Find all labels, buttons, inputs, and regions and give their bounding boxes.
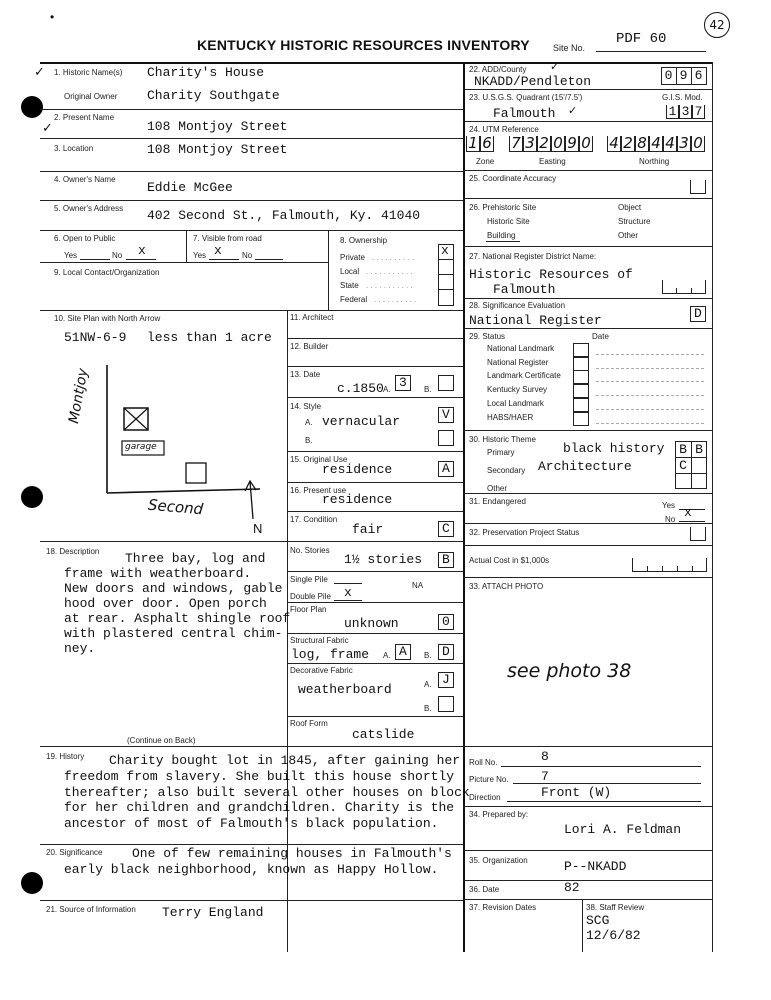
gis-digit: 7 bbox=[694, 104, 703, 119]
theme-code: B bbox=[695, 442, 703, 457]
visible-no[interactable]: No bbox=[242, 251, 253, 260]
county-code-digit: 9 bbox=[679, 68, 688, 83]
photo-note: see photo 38 bbox=[507, 660, 632, 682]
punch-hole bbox=[21, 96, 43, 118]
description-line: New doors and windows, gable bbox=[64, 581, 283, 596]
source-label: 21. Source of Information bbox=[46, 905, 136, 914]
original-owner-label: Original Owner bbox=[64, 92, 118, 101]
present-use-label: 16. Present use bbox=[290, 486, 347, 495]
col-divider bbox=[582, 899, 583, 952]
blank-line bbox=[679, 521, 705, 522]
preservation-status-label: 32. Preservation Project Status bbox=[469, 528, 580, 537]
site-no-value: PDF 60 bbox=[616, 31, 667, 47]
row-divider bbox=[40, 109, 463, 110]
stories-value[interactable]: 1½ stories bbox=[344, 552, 423, 567]
staff-review-label: 38. Staff Review bbox=[586, 903, 645, 912]
history-line: for her children and grandchildren. Charity is the bbox=[64, 800, 455, 815]
status-option: HABS/HAER bbox=[487, 412, 534, 422]
endangered-no[interactable]: No bbox=[665, 515, 676, 524]
owner-address-value[interactable]: 402 Second St., Falmouth, Ky. 41040 bbox=[147, 208, 421, 223]
add-county-value[interactable]: NKADD/Pendleton bbox=[474, 74, 592, 89]
decorative-fabric-label: Decorative Fabric bbox=[290, 666, 353, 675]
ownership-label: 8. Ownership bbox=[340, 236, 388, 245]
date-b: B. bbox=[424, 385, 432, 394]
status-date-line bbox=[596, 381, 704, 382]
roll-no-value[interactable]: 8 bbox=[541, 749, 549, 764]
row-divider bbox=[40, 900, 463, 901]
theme-code: B bbox=[679, 442, 687, 457]
col-divider bbox=[186, 230, 187, 262]
theme-primary-value[interactable]: black history bbox=[563, 441, 665, 456]
row-divider bbox=[287, 571, 463, 572]
structural-fabric-label: Structural Fabric bbox=[290, 636, 349, 645]
open-to-public-label: 6. Open to Public bbox=[54, 234, 116, 243]
original-use-code: A bbox=[442, 461, 450, 476]
actual-cost-label: Actual Cost in $1,000s bbox=[469, 556, 550, 565]
date-code: 3 bbox=[399, 375, 407, 390]
location-label: 3. Location bbox=[54, 144, 94, 153]
structural-a: A. bbox=[383, 651, 391, 660]
open-to-public-yes[interactable]: Yes bbox=[64, 251, 78, 260]
blank-line bbox=[679, 509, 705, 510]
utm-zone-digit: 1 bbox=[468, 134, 478, 152]
blank-line bbox=[501, 766, 701, 767]
form-top-border bbox=[40, 62, 713, 64]
prehistoric-site-label: 26. Prehistoric Site bbox=[469, 203, 537, 212]
row-divider bbox=[40, 138, 463, 139]
architect-label: 11. Architect bbox=[290, 313, 334, 322]
description-line: with plastered central chim- bbox=[64, 626, 283, 641]
history-line: thereafter; also built several other houses on block bbox=[64, 785, 470, 800]
location-value[interactable]: 108 Montjoy Street bbox=[147, 142, 288, 157]
date-label: 13. Date bbox=[290, 370, 321, 379]
row-divider bbox=[463, 577, 712, 578]
open-to-public-no[interactable]: No bbox=[112, 251, 123, 260]
cell-line bbox=[676, 288, 677, 294]
ownership-private: Private bbox=[340, 253, 365, 262]
picture-no-label: Picture No. bbox=[469, 775, 509, 784]
row-divider bbox=[287, 482, 463, 483]
other-option[interactable]: Other bbox=[618, 231, 639, 240]
utm-easting-digit: 9 bbox=[567, 134, 577, 152]
utm-easting-digit: 3 bbox=[525, 134, 535, 152]
significance-eval-code: D bbox=[694, 306, 702, 321]
status-label: 29. Status bbox=[469, 332, 506, 341]
cell-line bbox=[662, 566, 663, 572]
structural-a-code: A bbox=[399, 644, 407, 659]
floor-plan-value[interactable]: unknown bbox=[344, 616, 399, 631]
date-a: A. bbox=[383, 385, 391, 394]
status-option: Local Landmark bbox=[487, 398, 544, 408]
page-number-circle bbox=[704, 12, 730, 38]
coordinate-accuracy-label: 25. Coordinate Accuracy bbox=[469, 174, 557, 183]
row-divider bbox=[40, 230, 463, 231]
open-to-public-mark: x bbox=[138, 243, 146, 258]
structural-fabric-value[interactable]: log, frame bbox=[291, 647, 370, 662]
blank-line bbox=[334, 583, 362, 584]
utm-northing-label: Northing bbox=[639, 157, 670, 166]
cell-line bbox=[438, 259, 454, 260]
date-value[interactable]: c.1850 bbox=[337, 381, 384, 396]
structural-b: B. bbox=[424, 651, 432, 660]
check-mark: ✓ bbox=[34, 64, 45, 79]
prepared-by-value[interactable]: Lori A. Feldman bbox=[564, 822, 682, 837]
description-line: at rear. Asphalt shingle roof bbox=[64, 611, 291, 626]
status-date-line bbox=[596, 409, 704, 410]
decorative-b-box[interactable] bbox=[438, 696, 454, 712]
status-checkbox[interactable] bbox=[573, 343, 589, 357]
picture-no-value[interactable]: 7 bbox=[541, 769, 549, 784]
decorative-a: A. bbox=[424, 680, 432, 689]
endangered-yes[interactable]: Yes bbox=[662, 501, 676, 510]
status-option: National Landmark bbox=[487, 344, 555, 353]
row-divider bbox=[287, 366, 463, 367]
continue-on-back: (Continue on Back) bbox=[127, 736, 196, 745]
site-plan-street-montjoy: Montjoy bbox=[66, 367, 92, 425]
row-divider bbox=[463, 806, 712, 807]
status-checkbox[interactable] bbox=[573, 357, 589, 371]
row-divider bbox=[40, 541, 463, 542]
utm-northing-digit: 3 bbox=[679, 134, 689, 152]
ownership-state: State bbox=[340, 281, 359, 290]
dot-leader: . . . . . . . . . . . bbox=[366, 281, 413, 290]
row-divider bbox=[40, 171, 463, 172]
add-county-label: 22. ADD/County bbox=[469, 65, 527, 74]
condition-code: C bbox=[442, 521, 450, 536]
usgs-quadrant-label: 23. U.S.G.S. Quadrant (15'/7.5') bbox=[469, 93, 583, 102]
significance-eval-value[interactable]: National Register bbox=[469, 313, 602, 328]
blank-line bbox=[80, 259, 110, 260]
row-divider bbox=[287, 338, 463, 339]
row-divider bbox=[287, 663, 463, 664]
condition-value[interactable]: fair bbox=[352, 522, 384, 537]
historic-theme-label: 30. Historic Theme bbox=[469, 435, 536, 444]
decorative-b: B. bbox=[424, 704, 432, 713]
status-checkbox[interactable] bbox=[573, 398, 589, 412]
corner-mark: • bbox=[50, 10, 55, 24]
utm-reference-label: 24. UTM Reference bbox=[469, 125, 539, 134]
site-plan-street-second: Second bbox=[147, 495, 204, 519]
status-date-line bbox=[596, 354, 704, 355]
blank-line bbox=[126, 259, 156, 260]
roof-form-value[interactable]: catslide bbox=[352, 727, 415, 742]
stories-code: B bbox=[442, 552, 450, 567]
style-b: B. bbox=[305, 436, 313, 445]
stories-label: No. Stories bbox=[290, 546, 330, 555]
significance-eval-label: 28. Significance Evaluation bbox=[469, 301, 566, 310]
date-prepared-label: 36. Date bbox=[469, 885, 500, 894]
decorative-a-code: J bbox=[442, 672, 450, 687]
history-label: 19. History bbox=[46, 752, 85, 761]
col-divider bbox=[328, 230, 329, 310]
endangered-label: 31. Endangered bbox=[469, 497, 526, 506]
row-divider bbox=[287, 511, 463, 512]
row-divider bbox=[287, 716, 463, 717]
ownership-federal: Federal bbox=[340, 295, 368, 304]
local-contact-label: 9. Local Contact/Organization bbox=[54, 268, 160, 277]
cell-line bbox=[438, 274, 454, 275]
present-name-value[interactable]: 108 Montjoy Street bbox=[147, 119, 288, 134]
site-plan-garage: garage bbox=[125, 442, 157, 452]
structural-b-code: D bbox=[442, 644, 450, 659]
date-prepared-value[interactable]: 82 bbox=[564, 880, 580, 895]
row-divider bbox=[40, 844, 463, 845]
attach-photo-label: 33. ATTACH PHOTO bbox=[469, 582, 544, 591]
utm-easting-digit: 7 bbox=[511, 134, 521, 152]
description-line: Three bay, log and bbox=[125, 551, 266, 566]
owner-address-label: 5. Owner's Address bbox=[54, 204, 124, 213]
utm-northing-digit: 0 bbox=[693, 134, 703, 152]
floor-plan-code: 0 bbox=[442, 614, 450, 629]
utm-easting-digit: 0 bbox=[553, 134, 563, 152]
theme-primary-label: Primary bbox=[487, 448, 515, 457]
row-divider bbox=[463, 246, 712, 247]
site-plan-map-ref: 51NW-6-9 bbox=[64, 330, 127, 345]
staff-review-value-2[interactable]: 12/6/82 bbox=[586, 928, 641, 943]
row-divider bbox=[287, 397, 463, 398]
source-value[interactable]: Terry England bbox=[162, 905, 264, 920]
blank-line bbox=[507, 801, 701, 802]
status-checkbox[interactable] bbox=[573, 412, 589, 426]
cell-line bbox=[647, 566, 648, 572]
floor-plan-label: Floor Plan bbox=[290, 605, 327, 614]
row-divider bbox=[463, 493, 712, 494]
gis-digit: 1 bbox=[668, 104, 677, 119]
preservation-status-box[interactable] bbox=[690, 527, 706, 541]
site-no-label: Site No. bbox=[553, 43, 586, 53]
historic-site-option[interactable]: Historic Site bbox=[487, 217, 530, 226]
building-underline bbox=[486, 241, 520, 242]
site-plan-label: 10. Site Plan with North Arrow bbox=[54, 314, 161, 323]
usgs-quadrant-value[interactable]: Falmouth bbox=[493, 106, 556, 121]
dot-leader: . . . . . . . . . . bbox=[374, 295, 417, 304]
row-divider bbox=[463, 850, 712, 851]
historic-name-value[interactable]: Charity's House bbox=[147, 65, 265, 80]
status-option: Kentucky Survey bbox=[487, 385, 548, 395]
blank-line bbox=[255, 259, 283, 260]
dot-leader: . . . . . . . . . . bbox=[372, 253, 415, 262]
actual-cost-box[interactable] bbox=[632, 558, 707, 572]
description-label: 18. Description bbox=[46, 547, 100, 556]
direction-value[interactable]: Front (W) bbox=[541, 785, 612, 800]
site-no-line bbox=[596, 51, 706, 52]
status-date-line bbox=[596, 423, 704, 424]
utm-northing-digit: 4 bbox=[609, 134, 619, 152]
style-b-box[interactable] bbox=[438, 430, 454, 446]
theme-secondary-value[interactable]: Architecture bbox=[538, 459, 632, 474]
status-checkbox[interactable] bbox=[573, 370, 589, 384]
blank-line bbox=[334, 600, 362, 601]
decorative-fabric-value[interactable]: weatherboard bbox=[298, 682, 392, 697]
style-code: V bbox=[442, 407, 450, 422]
punch-hole bbox=[21, 486, 43, 508]
condition-label: 17. Condition bbox=[290, 515, 338, 524]
utm-zone-label: Zone bbox=[476, 157, 495, 166]
description-line: ney. bbox=[64, 641, 96, 656]
row-divider bbox=[463, 89, 712, 90]
blank-line bbox=[209, 259, 239, 260]
row-divider bbox=[287, 451, 463, 452]
row-divider bbox=[463, 430, 712, 431]
status-option: National Register bbox=[487, 357, 549, 367]
significance-line: One of few remaining houses in Falmouth's bbox=[132, 846, 452, 861]
row-divider bbox=[40, 200, 463, 201]
row-divider bbox=[463, 880, 712, 881]
double-pile-label: Double Pile bbox=[290, 592, 331, 601]
gis-digit: 3 bbox=[681, 104, 690, 119]
site-plan-acreage: less than 1 acre bbox=[147, 330, 272, 345]
original-use-value[interactable]: residence bbox=[322, 462, 393, 477]
date-b-box[interactable] bbox=[438, 375, 454, 391]
gis-mod-label: G.I.S. Mod. bbox=[662, 93, 703, 102]
check-mark: ✓ bbox=[42, 120, 53, 135]
historic-name-label: 1. Historic Name(s) bbox=[54, 68, 123, 77]
row-divider bbox=[463, 746, 712, 747]
row-divider bbox=[463, 198, 712, 199]
object-option[interactable]: Object bbox=[618, 203, 642, 212]
nr-district-value-2[interactable]: Falmouth bbox=[493, 282, 556, 297]
utm-zone-digit: 6 bbox=[482, 134, 492, 152]
row-divider bbox=[40, 310, 463, 311]
coordinate-accuracy-box[interactable] bbox=[690, 180, 706, 194]
status-date-label: Date bbox=[592, 332, 609, 341]
direction-label: Direction bbox=[469, 793, 501, 802]
present-use-value[interactable]: residence bbox=[322, 492, 393, 507]
north-arrow-label: N bbox=[253, 521, 263, 536]
utm-northing-digit: 2 bbox=[623, 134, 633, 152]
description-line: frame with weatherboard. bbox=[64, 566, 252, 581]
cell-line bbox=[677, 566, 678, 572]
description-line: hood over door. Open porch bbox=[64, 596, 267, 611]
utm-northing-digit: 8 bbox=[637, 134, 647, 152]
check-mark: ✓ bbox=[568, 105, 578, 117]
building-option[interactable]: Building bbox=[487, 231, 516, 240]
staff-review-value-1[interactable]: SCG bbox=[586, 913, 610, 928]
nr-district-box[interactable] bbox=[662, 280, 706, 294]
original-owner-value[interactable]: Charity Southgate bbox=[147, 88, 280, 103]
theme-other-label: Other bbox=[487, 484, 508, 493]
row-divider bbox=[463, 328, 712, 329]
organization-value[interactable]: P--NKADD bbox=[564, 859, 627, 874]
visible-yes[interactable]: Yes bbox=[193, 251, 207, 260]
cell-line bbox=[692, 566, 693, 572]
owner-name-label: 4. Owner's Name bbox=[54, 175, 116, 184]
organization-label: 35. Organization bbox=[469, 856, 528, 865]
utm-easting-digit: 0 bbox=[581, 134, 591, 152]
history-line: Charity bought lot in 1845, after gaining her bbox=[109, 753, 461, 768]
row-divider bbox=[463, 545, 712, 546]
dot-leader: . . . . . . . . . . . bbox=[366, 267, 413, 276]
county-code-digit: 0 bbox=[664, 68, 673, 83]
significance-line: early black neighborhood, known as Happy Hollow. bbox=[64, 862, 439, 877]
cell-line bbox=[438, 289, 454, 290]
structure-option[interactable]: Structure bbox=[618, 217, 651, 226]
utm-easting-label: Easting bbox=[539, 157, 566, 166]
ownership-local: Local bbox=[340, 267, 360, 276]
page-number: 42 bbox=[709, 18, 725, 32]
row-divider bbox=[40, 746, 463, 747]
form-title: KENTUCKY HISTORIC RESOURCES INVENTORY bbox=[197, 37, 530, 53]
row-divider bbox=[463, 170, 712, 171]
style-label: 14. Style bbox=[290, 402, 322, 411]
history-line: ancestor of most of Falmouth's black population. bbox=[64, 816, 439, 831]
utm-northing-digit: 4 bbox=[651, 134, 661, 152]
column-divider-right-edge bbox=[712, 62, 713, 952]
style-value[interactable]: vernacular bbox=[322, 414, 401, 429]
nr-district-label: 27. National Register District Name: bbox=[469, 252, 597, 261]
na-label: NA bbox=[412, 581, 424, 590]
builder-label: 12. Builder bbox=[290, 342, 329, 351]
prepared-by-label: 34. Prepared by: bbox=[469, 810, 529, 819]
cell-line bbox=[691, 288, 692, 294]
nr-district-value-1[interactable]: Historic Resources of bbox=[469, 267, 633, 282]
punch-hole bbox=[21, 872, 43, 894]
row-divider bbox=[40, 262, 328, 263]
utm-easting-digit: 2 bbox=[539, 134, 549, 152]
endangered-mark: x bbox=[684, 505, 692, 520]
row-divider bbox=[463, 899, 712, 900]
status-option: Landmark Certificate bbox=[487, 371, 561, 381]
row-divider bbox=[287, 633, 463, 634]
status-date-line bbox=[596, 368, 704, 369]
original-use-label: 15. Original Use bbox=[290, 455, 348, 464]
revision-dates-label: 37. Revision Dates bbox=[469, 903, 537, 912]
status-date-line bbox=[596, 395, 704, 396]
county-code-digit: 6 bbox=[694, 68, 703, 83]
roll-no-label: Roll No. bbox=[469, 758, 498, 767]
style-a: A. bbox=[305, 418, 313, 427]
roof-form-label: Roof Form bbox=[290, 719, 328, 728]
single-pile-label: Single Pile bbox=[290, 575, 328, 584]
theme-secondary-label: Secondary bbox=[487, 466, 526, 475]
ownership-mark: x bbox=[441, 243, 449, 258]
owner-name-value[interactable]: Eddie McGee bbox=[147, 180, 233, 195]
present-name-label: 2. Present Name bbox=[54, 113, 115, 122]
visible-mark: x bbox=[214, 243, 222, 258]
status-checkbox[interactable] bbox=[573, 384, 589, 398]
double-pile-mark: x bbox=[344, 585, 352, 600]
significance-label: 20. Significance bbox=[46, 848, 103, 857]
row-divider bbox=[463, 298, 712, 299]
column-divider-main bbox=[463, 62, 465, 952]
history-line: freedom from slavery. She built this house shortly bbox=[64, 769, 455, 784]
check-mark: ✓ bbox=[550, 61, 560, 73]
cell-line bbox=[675, 473, 707, 474]
row-divider bbox=[287, 602, 463, 603]
utm-northing-digit: 4 bbox=[665, 134, 675, 152]
visible-from-road-label: 7. Visible from road bbox=[193, 234, 262, 243]
row-divider bbox=[463, 121, 712, 122]
theme-code: C bbox=[679, 458, 687, 473]
